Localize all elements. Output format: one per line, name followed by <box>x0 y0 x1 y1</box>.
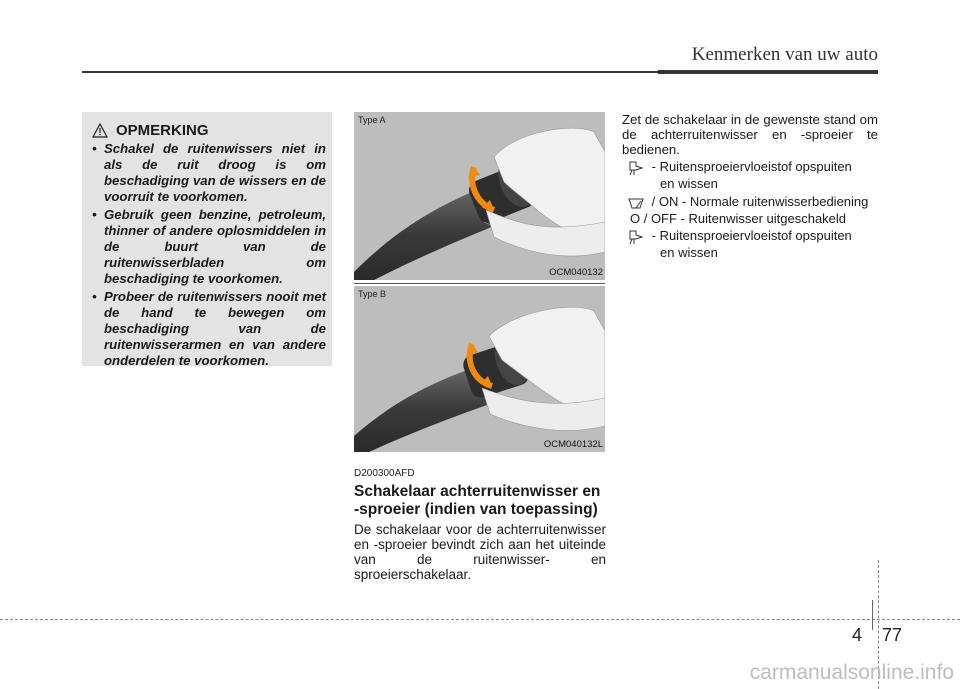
watermark: carmanualsonline.info <box>749 661 954 684</box>
header-rule-accent <box>658 70 878 74</box>
option-washer-2 <box>622 228 852 260</box>
washer-spray-icon <box>622 160 648 176</box>
option-washer-1-text: - Ruitensproeiervloeistof opspuiten <box>651 159 852 174</box>
option-off-text: O / OFF - Ruitenwisser uitgeschakeld <box>630 211 847 226</box>
rear-wiper-icon <box>622 195 648 211</box>
note-list <box>92 141 326 371</box>
section-title: Schakelaar achterruitenwisser en -sproeier (indien van toepassing) <box>354 483 601 518</box>
note-item: • Gebruik geen benzine, petroleum, thinner of andere oplosmiddelen in de buurt van de ruitenwisserbladen om beschadiging te voorkomen. <box>92 207 326 286</box>
option-on-text: / ON - Normale ruitenwisserbediening <box>651 194 869 209</box>
figure-type-b <box>354 286 605 452</box>
section-body: De schakelaar voor de achterruitenwisser en -sproeier bevindt zich aan het uiteinde van de ruitenwisser- en sproeierschakelaar. <box>354 522 606 582</box>
figure-b-label: Type B <box>358 289 387 299</box>
note-item-text: Gebruik geen benzine, petroleum, thinner of andere oplosmiddelen in de buurt van de ruitenwisserbladen om beschadiging te voorkomen. <box>104 207 326 286</box>
figure-separator <box>354 283 605 284</box>
page-number-divider <box>872 600 873 630</box>
note-heading <box>92 122 209 139</box>
wiper-stalk-illustration-a <box>354 112 605 280</box>
chapter-number: 4 <box>852 625 863 645</box>
figure-b-code: OCM040132L <box>543 439 603 450</box>
note-item: • Schakel de ruitenwissers niet in als de ruit droog is om beschadiging van de wissers en de voorruit te voorkomen. <box>92 141 326 204</box>
right-intro: Zet de schakelaar in de gewenste stand om de achterruitenwisser en -sproeier te bedienen. <box>622 112 878 157</box>
option-washer-2-subtext: en wissen <box>660 244 718 260</box>
note-item-text: Probeer de ruitenwissers nooit met de hand te bewegen om beschadiging van de ruitenwisserarmen en van andere onderdelen te voorkomen. <box>104 289 326 368</box>
note-item-text: Schakel de ruitenwissers niet in als de ruit droog is om beschadiging van de wissers en de voorruit te voorkomen. <box>104 141 326 204</box>
section-code: D200300AFD <box>354 468 415 479</box>
footer-rule <box>0 619 960 620</box>
option-washer-1-subtext: en wissen <box>660 175 718 191</box>
figure-a-label: Type A <box>358 115 386 125</box>
option-on <box>622 194 868 211</box>
figure-a-code: OCM040132 <box>549 267 603 278</box>
page-header-title: Kenmerken van uw auto <box>691 44 878 65</box>
washer-spray-icon <box>622 229 648 245</box>
option-off <box>630 211 846 226</box>
warning-triangle-icon <box>92 123 108 138</box>
note-heading-text: OPMERKING <box>116 122 209 139</box>
note-item: • Probeer de ruitenwissers nooit met de hand te bewegen om beschadiging van de ruitenwisserarmen en van andere onderdelen te voorkomen. <box>92 289 326 368</box>
figure-type-a <box>354 112 605 280</box>
wiper-stalk-illustration-b <box>354 286 605 452</box>
option-washer-1 <box>622 159 852 191</box>
option-washer-2-text: - Ruitensproeiervloeistof opspuiten <box>651 228 852 243</box>
page-number: 77 <box>882 625 903 645</box>
